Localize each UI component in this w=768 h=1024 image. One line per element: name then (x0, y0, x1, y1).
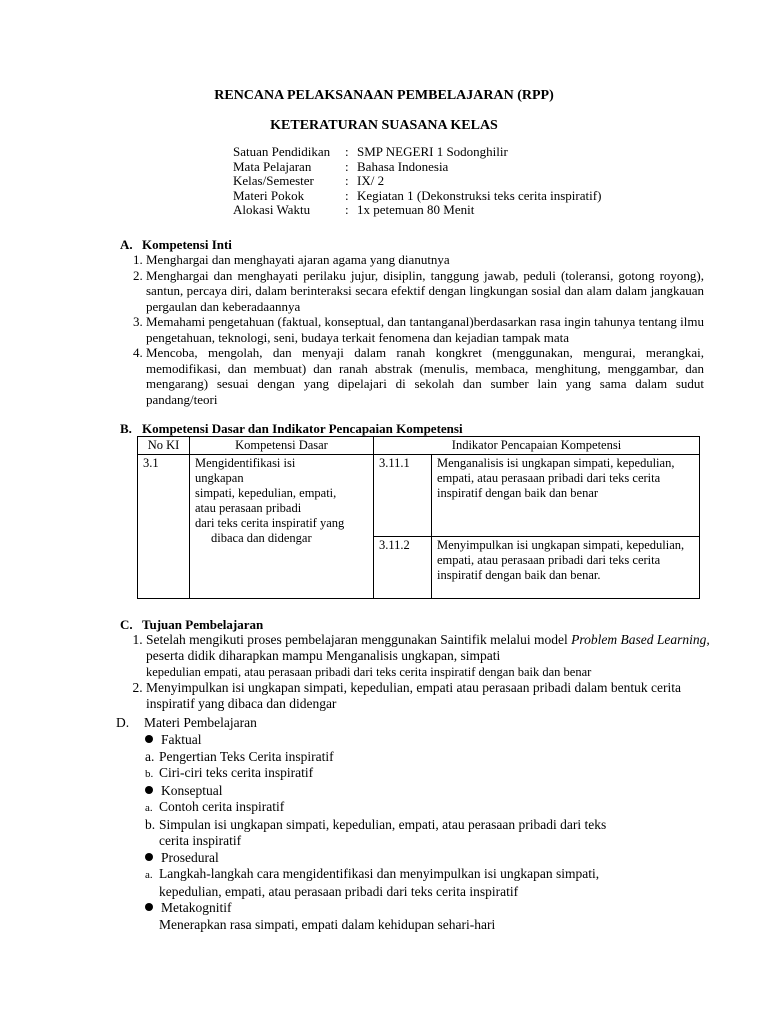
kd-line: simpati, kepedulian, empati, (195, 486, 337, 500)
section-b-heading (120, 421, 463, 437)
section-d-title: Materi Pembelajaran (144, 715, 257, 730)
section-c-heading (120, 617, 263, 633)
section-c-letter: C. (120, 617, 133, 632)
materi-list (145, 732, 705, 933)
bullet-icon (145, 903, 153, 911)
ki-item: 3. Memahami pengetahuan (faktual, konseptual, dan tantanganal)berdasarkan rasa ingin tahunya tentang ilmu pengetahuan, teknologi, seni, budaya terkait fenomena dan kejadian tampak mata (146, 314, 704, 345)
cell-no-ki: 3.1 (138, 455, 190, 599)
identity-row (233, 145, 601, 160)
cell-indicator-text: Menyimpulkan isi ungkapan simpati, kepedulian, empati, atau perasaan pribadi dari teks cerita inspiratif dengan baik dan benar. (432, 537, 700, 599)
kd-line: Mengidentifikasi isi (195, 456, 296, 470)
materi-category (145, 732, 705, 749)
materi-item-text: Ciri-ciri teks cerita inspiratif (159, 765, 314, 780)
item-marker: a. (145, 869, 153, 881)
identity-label: Kelas/Semester (233, 173, 314, 188)
section-b-letter: B. (120, 421, 132, 436)
kd-line: atau perasaan pribadi (195, 501, 302, 515)
tujuan-item (146, 632, 716, 680)
item-marker: b. (145, 816, 156, 832)
kd-line: dibaca dan didengar (211, 531, 312, 545)
identity-value: Kegiatan 1 (Dekonstruksi teks cerita inspiratif) (357, 187, 602, 203)
section-b-title: Kompetensi Dasar dan Indikator Pencapaian Kompetensi (142, 421, 463, 436)
identity-label: Materi Pokok (233, 187, 305, 203)
header-indikator: Indikator Pencapaian Kompetensi (374, 437, 700, 455)
identity-row (233, 189, 601, 204)
item-marker: a. (145, 802, 153, 814)
materi-category-label: Metakognitif (161, 900, 232, 915)
identity-label: Satuan Pendidikan (233, 144, 331, 159)
cell-indicator-text: Menganalisis isi ungkapan simpati, kepedulian, empati, atau perasaan pribadi dari teks cerita inspiratif dengan baik dan benar (432, 455, 700, 537)
identity-separator: : (345, 144, 349, 159)
tujuan-text: kepedulian empati, atau perasaan pribadi dari teks cerita inspiratif dengan baik dan benar (146, 665, 592, 679)
identity-label: Mata Pelajaran (233, 158, 312, 174)
ki-item: 2. Menghargai dan menghayati perilaku jujur, disiplin, tanggung jawab, peduli (toleransi, gotong royong), santun, percaya diri, dalam berinteraksi secara efektif dengan lingkungan sosial dan alam dalam jangkauan pergaulan dan keberadaannya (146, 268, 704, 315)
identity-value: SMP NEGERI 1 Sodonghilir (357, 144, 508, 159)
section-d-letter: D. (116, 715, 130, 730)
tujuan-text: Setelah mengikuti proses pembelajaran menggunakan Saintifik melalui model (146, 632, 572, 647)
document-title: RENCANA PELAKSANAAN PEMBELAJARAN (RPP) (214, 88, 554, 103)
section-d-heading (116, 715, 257, 731)
table-row (138, 455, 700, 537)
bullet-icon (145, 786, 153, 794)
bullet-icon (145, 853, 153, 861)
identity-value: 1x petemuan 80 Menit (357, 202, 475, 217)
materi-item (145, 765, 705, 783)
kompetensi-dasar-table (137, 436, 700, 599)
identity-separator: : (345, 187, 349, 203)
identity-value: Bahasa Indonesia (357, 158, 449, 174)
kd-line: ungkapan (195, 471, 244, 485)
materi-item-continued: cerita inspiratif (159, 833, 242, 848)
materi-item (145, 799, 705, 817)
ki-item: 4. Mencoba, mengolah, dan menyaji dalam ranah kongkret (menggunakan, mengurai, merangkai, memodifikasi, dan membuat) dan ranah abstrak (menulis, membaca, menghitung, menggambar, dan mengarang) sesuai dengan yang dipelajari di sekolah dan sumber lain yang sama dalam sudut pandang/teori (146, 345, 704, 407)
header-no-ki: No KI (138, 437, 190, 455)
identity-row (233, 160, 601, 175)
tujuan-list (129, 632, 716, 712)
identity-row (233, 203, 601, 218)
section-c-title: Tujuan Pembelajaran (142, 617, 264, 632)
identity-value: IX/ 2 (357, 173, 385, 188)
tujuan-item: 2. Menyimpulkan isi ungkapan simpati, kepedulian, empati atau perasaan pribadi dalam bentuk cerita inspiratif yang dibaca dan didengar (146, 680, 716, 712)
materi-category (145, 850, 705, 867)
materi-item (145, 817, 705, 834)
identity-label: Alokasi Waktu (233, 202, 311, 217)
materi-item-text: Langkah-langkah cara mengidentifikasi dan menyimpulkan isi ungkapan simpati, (159, 866, 600, 881)
materi-category (145, 783, 705, 800)
materi-item-continued: kepedulian, empati, atau perasaan pribadi dari teks cerita inspiratif (159, 883, 519, 899)
section-a-title: Kompetensi Inti (142, 237, 232, 252)
materi-category-label: Konseptual (161, 782, 223, 798)
materi-item-text: Simpulan isi ungkapan simpati, kepedulian, empati, atau perasaan pribadi dari teks (159, 816, 607, 832)
kompetensi-inti-list (131, 252, 704, 407)
materi-item (145, 866, 705, 884)
cell-kompetensi-dasar (190, 455, 374, 599)
kd-line: dari teks cerita inspiratif yang (195, 516, 345, 530)
identity-separator: : (345, 202, 349, 217)
identity-table (233, 145, 601, 218)
ki-item: 1. Menghargai dan menghayati ajaran agama yang dianutnya (146, 252, 704, 268)
cell-indicator-code: 3.11.1 (374, 455, 432, 537)
identity-row (233, 174, 601, 189)
item-marker: b. (145, 768, 154, 780)
identity-separator: : (345, 158, 349, 174)
materi-item-text: Contoh cerita inspiratif (159, 799, 285, 814)
section-a-letter: A. (120, 237, 133, 252)
bullet-icon (145, 735, 153, 743)
item-marker: a. (145, 748, 155, 764)
document-subtitle: KETERATURAN SUASANA KELAS (270, 118, 498, 133)
materi-category-label: Prosedural (161, 849, 219, 865)
identity-separator: : (345, 173, 349, 188)
materi-item-text: Pengertian Teks Cerita inspiratif (159, 748, 334, 764)
header-kompetensi-dasar: Kompetensi Dasar (190, 437, 374, 455)
materi-category-label: Faktual (161, 732, 202, 747)
tujuan-text: peserta didik diharapkan mampu Menganalisis ungkapan, simpati (146, 648, 501, 663)
materi-item-text: Menerapkan rasa simpati, empati dalam kehidupan sehari-hari (159, 916, 496, 932)
materi-category (145, 900, 705, 917)
model-name: Problem Based Learning, (571, 632, 710, 647)
cell-indicator-code: 3.11.2 (374, 537, 432, 599)
materi-item (145, 749, 705, 766)
section-a-heading (120, 237, 232, 253)
table-header-row (138, 437, 700, 455)
